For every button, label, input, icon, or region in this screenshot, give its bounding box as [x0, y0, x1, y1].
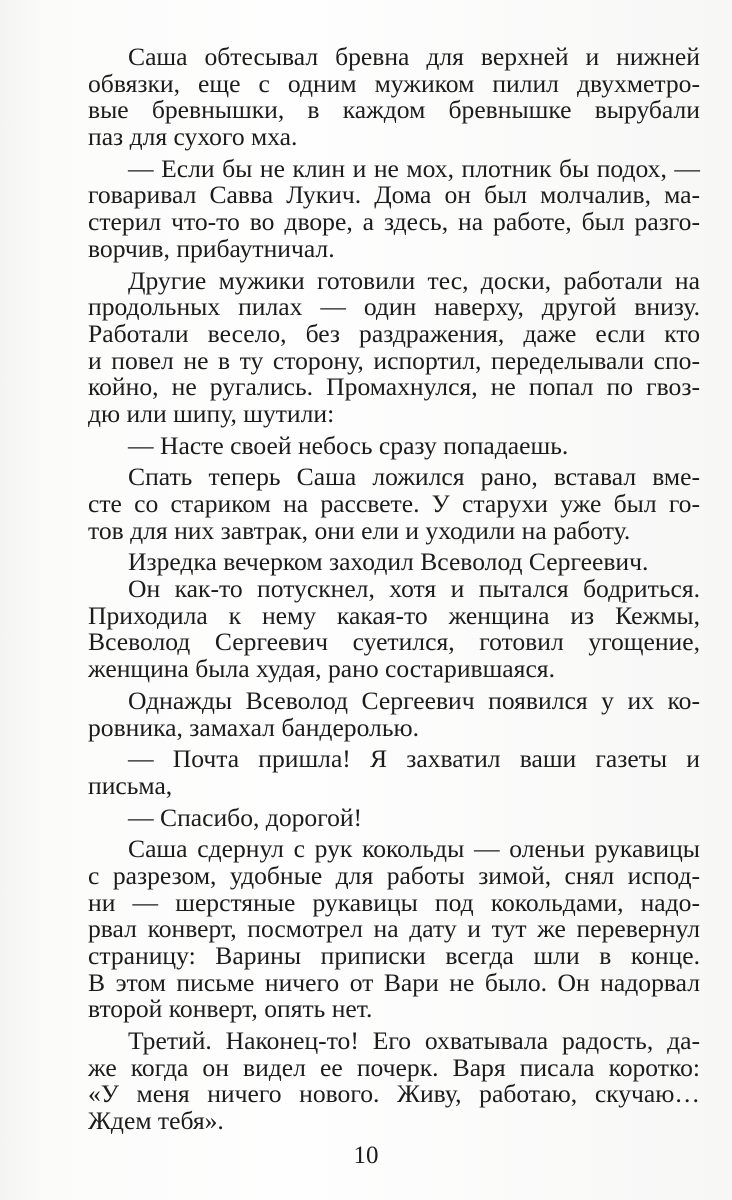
text-line: — Почта пришла! Я захватил ваши газеты и [128, 744, 700, 774]
text-line: Другие мужики готовили тес, доски, работали на [128, 265, 700, 295]
text-line: вые бревнышки, в каждом бревнышке вырубали [88, 95, 700, 125]
text-line: стерил что-то во дворе, а здесь, на работе, был разго- [88, 207, 700, 237]
text-line: же когда он видел ее почерк. Варя писала коротко: [88, 1052, 700, 1082]
text-line: продольных пилах — один наверху, другой внизу. [88, 292, 700, 322]
page-number: 10 [353, 1142, 379, 1169]
paragraph [88, 836, 700, 1023]
paragraph [88, 153, 700, 263]
text-line: с разрезом, удобные для работы зимой, снял испод- [88, 860, 700, 890]
paragraph [88, 576, 700, 683]
text-line: говаривал Савва Лукич. Дома он был молчалив, ма- [88, 180, 700, 210]
paragraph [88, 746, 700, 799]
paragraph [88, 685, 700, 742]
paragraph [88, 44, 700, 151]
text-line: Третий. Наконец-то! Его охватывала радость, да- [128, 1026, 700, 1056]
text-line: Ждем тебя». [88, 1106, 224, 1136]
text-line: Саша сдернул с рук кокольды — оленьи рукавицы [128, 834, 700, 864]
paragraph [88, 265, 700, 428]
text-line: обвязки, еще с одним мужиком пилил двухметро- [88, 68, 700, 98]
text-line: паз для сухого мха. [88, 122, 298, 152]
text-line: Он как-то потускнел, хотя и пытался бодриться. [128, 574, 700, 604]
text-line: женщина была худая, рано состарившаяся. [88, 654, 555, 684]
text-line: — Если бы не клин и не мох, плотник бы подох, — [128, 153, 700, 183]
paragraph [88, 802, 700, 832]
text-line: ровника, замахал бандеролью. [88, 712, 420, 742]
text-line: и повел не в ту сторону, испортил, переделывали спо- [88, 345, 700, 375]
text-line: В этом письме ничего от Вари не было. Он надорвал [88, 967, 700, 997]
text-line: Приходила к нему какая-то женщина из Кежмы, [88, 600, 700, 630]
page-body-text [88, 44, 700, 1135]
text-line: страницу: Варины приписки всегда шли в конце. [88, 941, 700, 970]
paragraph [88, 1028, 700, 1135]
text-line: письма, [88, 770, 173, 800]
text-line: тов для них завтрак, они ели и уходили на работу. [88, 515, 631, 545]
text-line: Изредка вечерком заходил Всеволод Сергеевич. [128, 547, 649, 577]
text-line: Спать теперь Саша ложился рано, вставал вме- [128, 462, 700, 492]
text-line: Саша обтесывал бревна для верхней и нижней [128, 42, 700, 71]
text-line: Однажды Всеволод Сергеевич появился у их ко- [128, 685, 700, 715]
text-line: — Спасибо, дорогой! [128, 802, 363, 832]
text-line: Работали весело, без раздражения, даже если кто [88, 318, 700, 348]
text-line: ворчив, прибаутничал. [88, 233, 335, 263]
paragraph [88, 464, 700, 544]
text-line: ни — шерстяные рукавицы под кокольдами, надо- [88, 887, 700, 917]
text-line: второй конверт, опять нет. [88, 994, 373, 1024]
text-line: Всеволод Сергеевич суетился, готовил угощение, [88, 627, 700, 657]
text-line: сте со стариком на рассвете. У старухи уже был го- [88, 489, 700, 518]
text-line: — Насте своей небось сразу попадаешь. [128, 430, 569, 460]
text-line: рвал конверт, посмотрел на дату и тут же перевернул [88, 914, 700, 944]
text-line: «У меня ничего нового. Живу, работаю, скучаю… [88, 1079, 700, 1109]
text-line: дю или шипу, шутили: [88, 398, 335, 428]
paragraph [88, 549, 700, 576]
paragraph [88, 430, 700, 460]
text-line: койно, не ругались. Промахнулся, не попал по гвоз- [88, 372, 700, 402]
